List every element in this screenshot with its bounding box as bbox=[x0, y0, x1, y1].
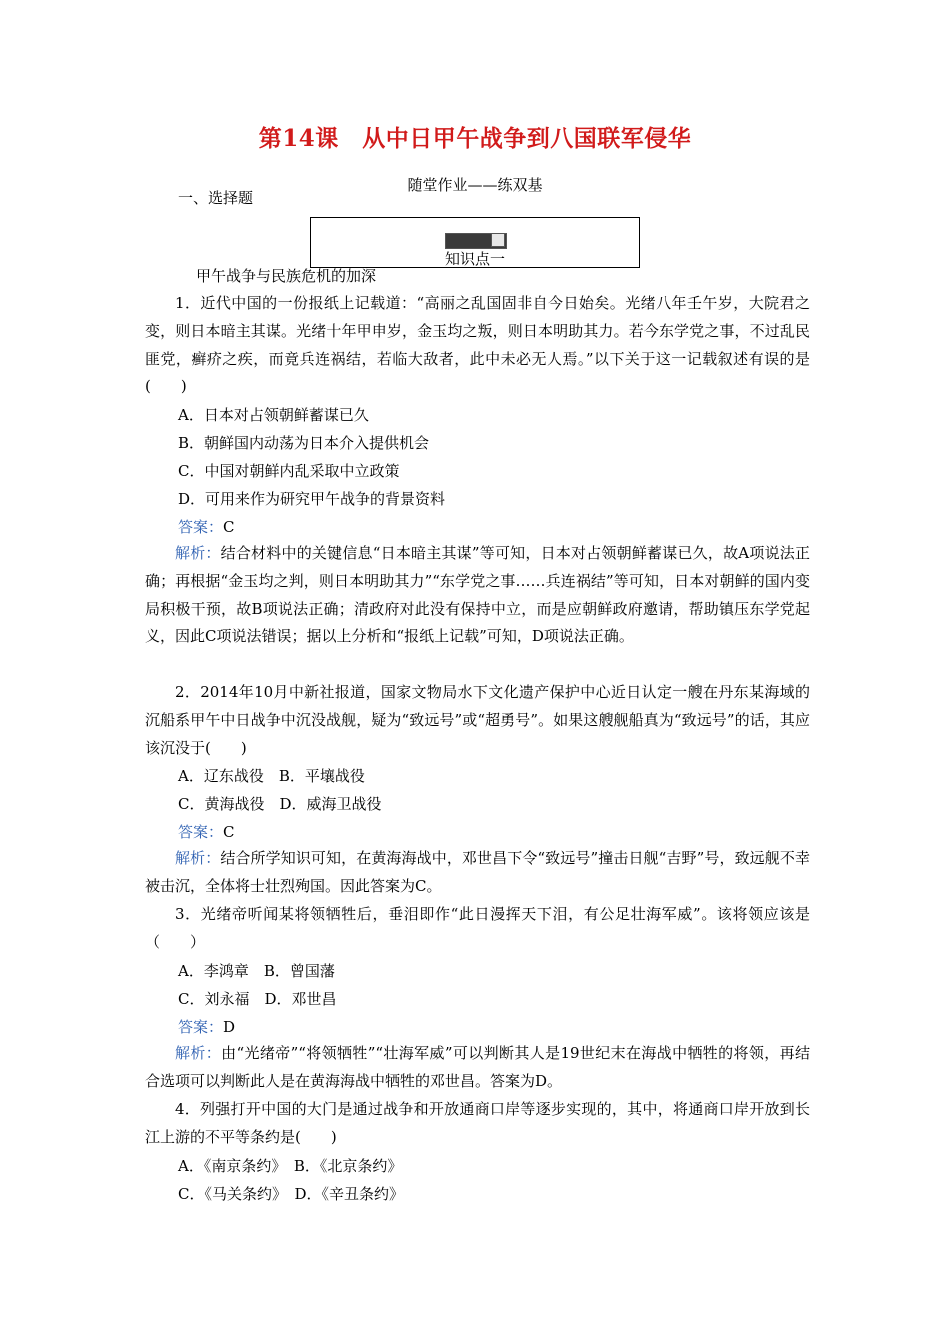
question-2-answer bbox=[178, 821, 235, 842]
page-subtitle: 随堂作业——练双基 bbox=[407, 176, 543, 194]
answer-value: D bbox=[223, 1018, 236, 1036]
question-3-stem: 3．光绪帝听闻某将领牺牲后，垂泪即作“此日漫挥天下泪，有公足壮海军威”。该将领应该是（ ） bbox=[145, 905, 810, 951]
analysis-text: 结合所学知识可知，在黄海海战中，邓世昌下令“致远号”撞击日舰“吉野”号，致远舰不幸被击沉，全体将士壮烈殉国。因此答案为C。 bbox=[145, 849, 810, 895]
question-2-options-cd: C．黄海战役 D．威海卫战役 bbox=[178, 795, 382, 813]
page-title: 第14课 从中日甲午战争到八国联军侵华 bbox=[258, 125, 692, 152]
knowledge-bar-end-icon bbox=[491, 233, 505, 247]
analysis-label: 解析： bbox=[175, 1044, 222, 1062]
analysis-label: 解析： bbox=[175, 544, 221, 562]
analysis-text: 由“光绪帝”“将领牺牲”“壮海军威”可以判断其人是19世纪末在海战中牺牲的将领，再结合选项可以判断此人是在黄海海战中牺牲的邓世昌。答案为D。 bbox=[145, 1044, 810, 1090]
question-2-analysis bbox=[145, 845, 810, 901]
answer-value: C bbox=[223, 823, 235, 841]
question-4-options-ab: A．《南京条约》 B．《北京条约》 bbox=[178, 1157, 403, 1175]
section-heading: 一、选择题 bbox=[178, 189, 254, 207]
answer-label: 答案： bbox=[178, 823, 224, 841]
answer-value: C bbox=[223, 518, 235, 536]
question-3-answer bbox=[178, 1016, 235, 1037]
question-4-options-cd: C．《马关条约》 D．《辛丑条约》 bbox=[178, 1185, 405, 1203]
question-1-option-c: C．中国对朝鲜内乱采取中立政策 bbox=[178, 462, 400, 480]
topic-heading: 甲午战争与民族危机的加深 bbox=[196, 267, 377, 285]
question-1-answer bbox=[178, 516, 235, 537]
question-3-analysis bbox=[145, 1040, 810, 1096]
question-1-option-b: B．朝鲜国内动荡为日本介入提供机会 bbox=[178, 434, 430, 452]
answer-label: 答案： bbox=[178, 518, 224, 536]
question-1-option-d: D．可用来作为研究甲午战争的背景资料 bbox=[178, 490, 446, 508]
question-2-options-ab: A．辽东战役 B．平壤战役 bbox=[178, 767, 365, 785]
question-1-analysis bbox=[145, 540, 810, 651]
question-1-option-a: A．日本对占领朝鲜蓄谋已久 bbox=[178, 406, 369, 424]
question-3-options-ab: A．李鸿章 B．曾国藩 bbox=[178, 962, 335, 980]
knowledge-point-label: 知识点一 bbox=[444, 250, 505, 268]
question-1-stem: 1．近代中国的一份报纸上记载道：“高丽之乱国固非自今日始矣。光绪八年壬午岁，大院君之变，则日本暗主其谋。光绪十年甲申岁，金玉均之叛，则日本明助其力。若今东学党之事，不过乱民匪党，癣疥之疾，而竟兵连祸结，若临大敌者，此中未必无人焉。”以下关于这一记载叙述有误的是( ) bbox=[145, 294, 810, 396]
knowledge-point-box bbox=[310, 217, 640, 268]
analysis-label: 解析： bbox=[175, 849, 221, 867]
analysis-text: 结合材料中的关键信息“日本暗主其谋”等可知，日本对占领朝鲜蓄谋已久，故A项说法正确；再根据“金玉均之判，则日本明助其力”“东学党之事……兵连祸结”等可知，日本对朝鲜的国内变局积极干预，故B项说法正确；清政府对此没有保持中立，而是应朝鲜政府邀请，帮助镇压东学党起义，因此C项说法错误；据以上分析和“报纸上记载”可知，D项说法正确。 bbox=[145, 544, 810, 646]
answer-label: 答案： bbox=[178, 1018, 224, 1036]
question-2-stem: 2．2014年10月中新社报道，国家文物局水下文化遗产保护中心近日认定一艘在丹东某海域的沉船系甲午中日战争中沉没战舰，疑为“致远号”或“超勇号”。如果这艘舰船真为“致远号”的话，其应该沉没于( ) bbox=[145, 683, 810, 757]
question-4-stem: 4．列强打开中国的大门是通过战争和开放通商口岸等逐步实现的，其中，将通商口岸开放到长江上游的不平等条约是( ) bbox=[145, 1100, 810, 1146]
question-3-options-cd: C．刘永福 D．邓世昌 bbox=[178, 990, 337, 1008]
